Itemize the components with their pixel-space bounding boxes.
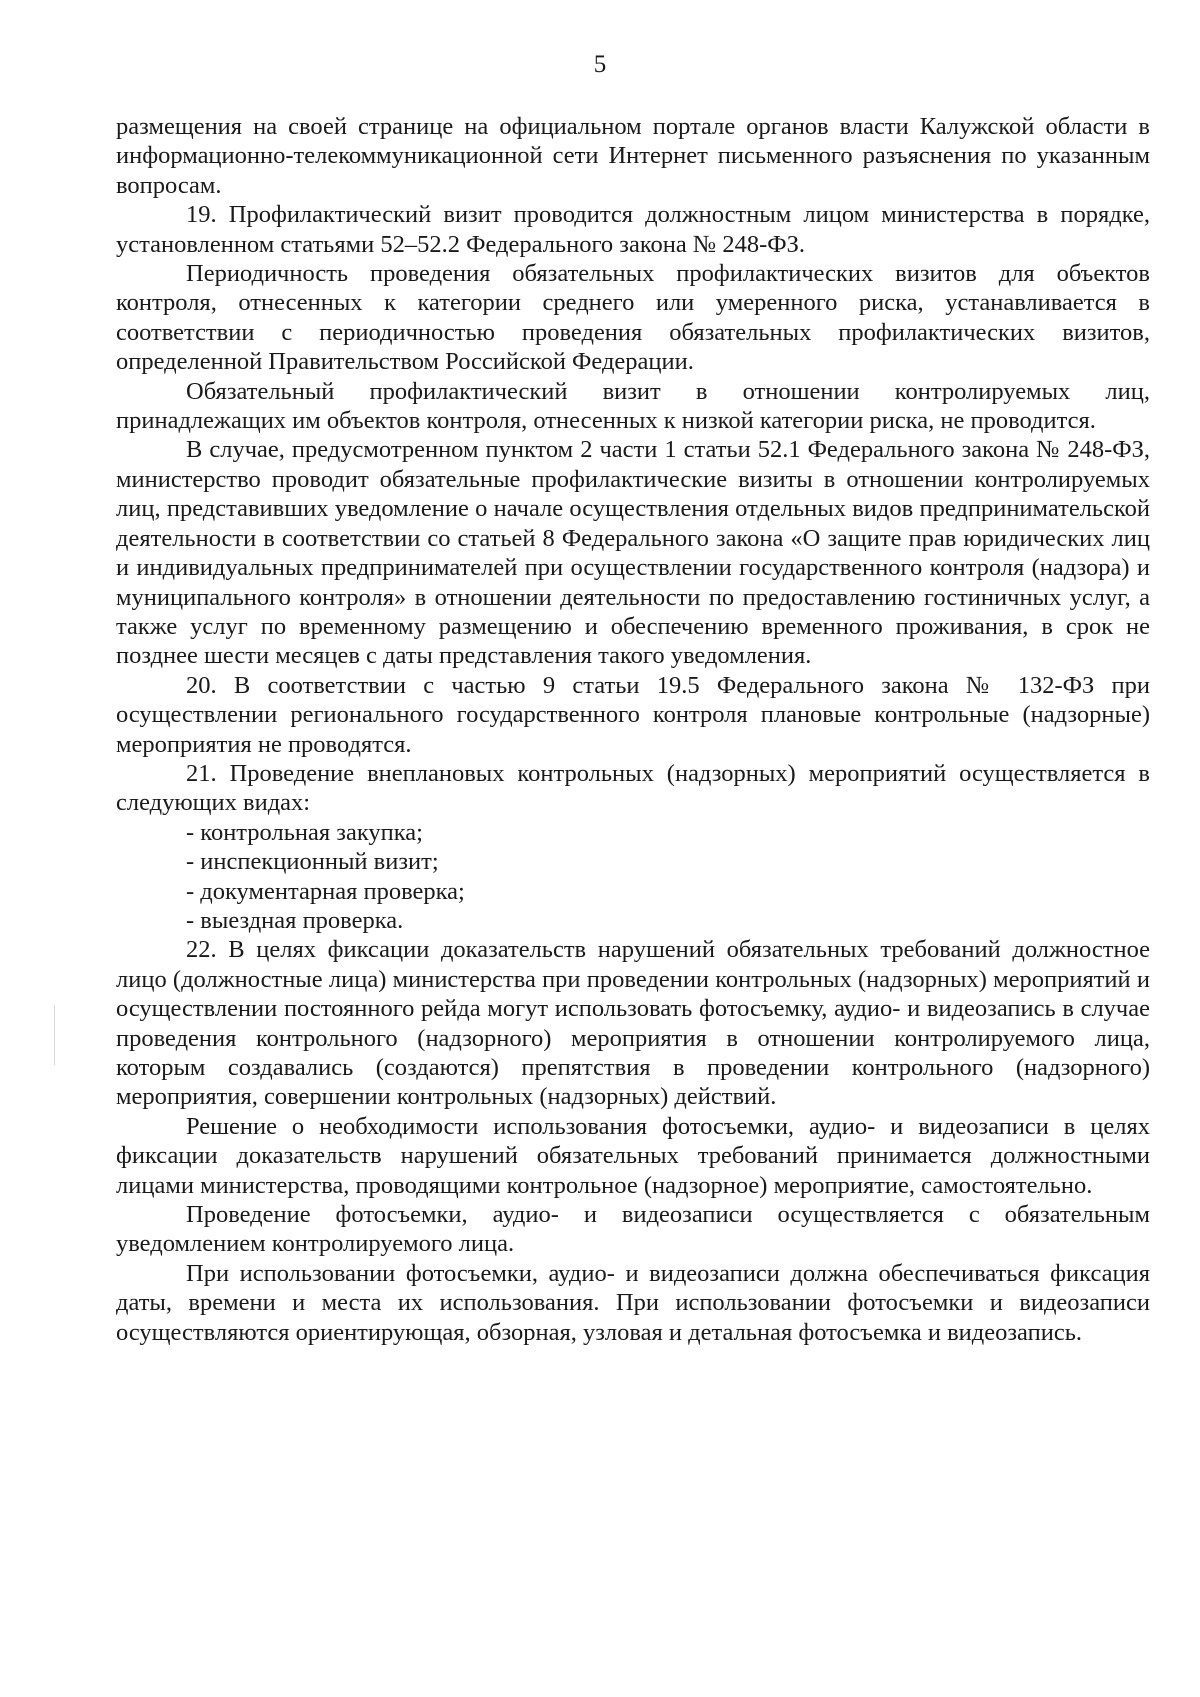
- list-item-onsite-check: - выездная проверка.: [186, 906, 404, 934]
- paragraph-periodicity: Периодичность проведения обязательных профилактических визитов для объектов контроля, отнесенных к категории среднего или умеренного риска, устанавливается в соответствии с периодичностью проведения обязательных профилактических визитов, определенной Правительством Российской Федерации.: [116, 260, 1150, 376]
- paragraph-low-risk: Обязательный профилактический визит в отношении контролируемых лиц, принадлежащих им объектов контроля, отнесенных к низкой категории риска, не проводится.: [116, 377, 1150, 435]
- paragraph-item-20: 20. В соответствии с частью 9 статьи 19.5 Федерального закона № 132-ФЗ при осуществлении регионального государственного контроля плановые контрольные (надзорные) мероприятия не проводятся.: [116, 671, 1150, 758]
- page-number: 5: [593, 51, 607, 78]
- paragraph-continuation: размещения на своей странице на официальном портале органов власти Калужской области в информационно-телекоммуникационной сети Интернет письменного разъяснения по указанным вопросам.: [116, 113, 1150, 199]
- paragraph-notification-case: В случае, предусмотренном пунктом 2 части 1 статьи 52.1 Федерального закона № 248-ФЗ, министерство проводит обязательные профилактические визиты в отношении контролируемых лиц, представивших уведомление о начале осуществления отдельных видов предпринимательской деятельности в соответствии со статьей 8 Федерального закона «О защите прав юридических лиц и индивидуальных предпринимателей при осуществлении государственного контроля (надзора) и муниципального контроля» в отношении деятельности по предоставлению гостиничных услуг, а также услуг по временному размещению и обеспечению временного проживания, в срок не позднее шести месяцев с даты представления такого уведомления.: [116, 436, 1150, 670]
- paragraph-recording-notice: Проведение фотосъемки, аудио- и видеозаписи осуществляется с обязательным уведомлением контролируемого лица.: [116, 1201, 1150, 1258]
- paragraph-item-19: 19. Профилактический визит проводится должностным лицом министерства в порядке, установленном статьями 52–52.2 Федерального закона № 248-ФЗ.: [116, 201, 1150, 258]
- list-item-documentary-check: - документарная проверка;: [186, 877, 465, 905]
- scan-edge-mark: [54, 1005, 55, 1065]
- document-body: [116, 112, 1150, 1347]
- paragraph-recording-fixation: При использовании фотосъемки, аудио- и видеозаписи должна обеспечиваться фиксация даты, времени и места их использования. При использовании фотосъемки и видеозаписи осуществляются ориентирующая, обзорная, узловая и детальная фотосъемка и видеозапись.: [116, 1259, 1150, 1346]
- paragraph-item-21: 21. Проведение внеплановых контрольных (надзорных) мероприятий осуществляется в следующих видах:: [116, 759, 1150, 817]
- list-item-control-purchase: - контрольная закупка;: [186, 818, 423, 846]
- paragraph-item-22: 22. В целях фиксации доказательств нарушений обязательных требований должностное лицо (должностные лица) министерства при проведении контрольных (надзорных) мероприятий и осуществлении постоянного рейда могут использовать фотосъемку, аудио- и видеозапись в случае проведения контрольного (надзорного) мероприятия в отношении контролируемого лица, которым создавались (создаются) препятствия в проведении контрольного (надзорного) мероприятия, совершении контрольных (надзорных) действий.: [116, 936, 1150, 1111]
- paragraph-recording-decision: Решение о необходимости использования фотосъемки, аудио- и видеозаписи в целях фиксации доказательств нарушений обязательных требований принимается должностными лицами министерства, проводящими контрольное (надзорное) мероприятие, самостоятельно.: [116, 1112, 1150, 1199]
- list-item-inspection-visit: - инспекционный визит;: [186, 848, 439, 876]
